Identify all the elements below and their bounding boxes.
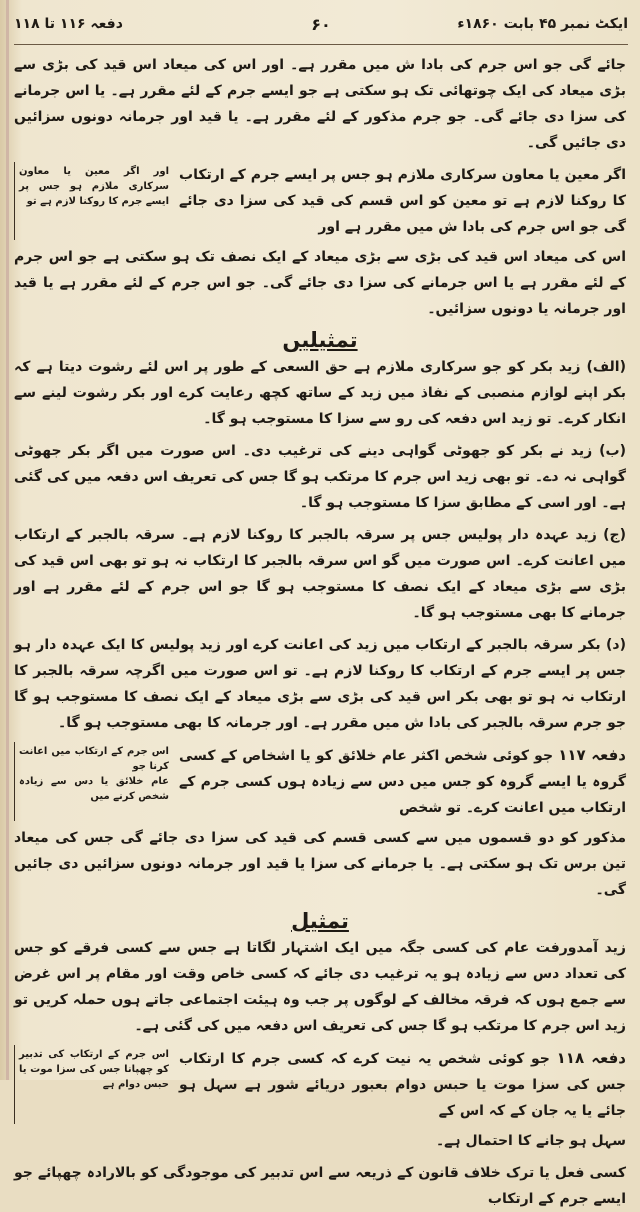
section-117-text: جو کوئی شخص اکثر عام خلائق کو یا اشخاص کے کسی گروہ یا ایسے گروہ کو جس میں دس سے زیادہ ہوں کسی جرم کے ارتکاب میں اعانت کرے۔ تو شخص [179, 748, 626, 816]
section-117-note-bottom: عام خلائق یا دس سے زیادہ شخص کرنے میں [19, 776, 169, 802]
section-117-continued: مذکور کو دو قسموں میں سے کسی قسم کی قید کی سزا دی جائے گی جس کی میعاد تین برس تک ہو سکتی ہے۔ یا جرمانے کی سزا یا قید اور جرمانہ دونوں سزائیں دی جائیں گی۔ [14, 830, 626, 898]
section-118-continued: سہل ہو جانے کا احتمال ہے۔ [435, 1133, 626, 1149]
section-117-content [179, 742, 626, 821]
section-118-marginal-note: اس جرم کے ارتکاب کی تدبیر کو چھپانا جس کی سزا موت یا حبس دوام ہے [14, 1045, 173, 1124]
margin-rule [6, 0, 9, 1080]
header-section-range: دفعہ ۱۱۶ تا ۱۱۸ [14, 16, 123, 32]
section-118-content [179, 1045, 626, 1124]
paragraph-continued: اس کی میعاد اس قید کی بڑی سے بڑی میعاد کے ایک نصف تک ہو سکتی ہے جو اس جرم کے لئے مقرر ہے یا اس جرمانے کی سزا دی جائے گی۔ جو اس جرم کے لئے مقرر ہے یا قید اور جرمانہ یا دونوں سزائیں۔ [14, 249, 626, 317]
page-body [14, 52, 627, 1207]
illustration-a: (الف) زید بکر کو جو سرکاری ملازم ہے حق السعی کے طور پر اس لئے رشوت دیتا ہے کہ بکر اپنے لوازم منصبی کے نفاذ میں زید کے ساتھ کچھ رعایت کرے اور بکر رشوت لینے سے انکار کرے۔ تو زید اس دفعہ کی رو سے سزا کا مستوجب ہو گا۔ [14, 359, 626, 427]
illustration-section-117: زید آمدورفت عام کی کسی جگہ میں ایک اشتہار لگاتا ہے جس سے کسی فرقے کو جس کی تعداد دس سے زیادہ ہو یہ ترغیب دی جائے کہ کسی خاص وقت اور مقام پر اس غرض سے جمع ہوں کہ فرقہ مخالف کے لوگوں پر جب وہ ہیئت اجتماعی جاتے ہوں حملہ کریں تو زید اس جرم کا مرتکب ہو گا جس کی تعریف اس دفعہ میں کی گئی ہے۔ [14, 940, 626, 1034]
section-117-box [14, 742, 626, 821]
illustrations-heading: تمثیلیں [282, 328, 358, 352]
section-118-box [14, 1045, 626, 1124]
page-header [14, 6, 628, 42]
header-act-number: ایکٹ نمبر ۴۵ بابت ۱۸۶۰ء [457, 16, 628, 32]
illustration-b: (ب) زید نے بکر کو جھوٹی گواہی دینے کی ترغیب دی۔ اس صورت میں اگر بکر جھوٹی گواہی نہ دے۔ تو بھی زید اس جرم کا مرتکب ہو گا جس کی تعریف اس دفعہ میں کی گئی ہے۔ اور اسی کے مطابق سزا کا مستوجب ہو گا۔ [14, 443, 626, 511]
section-117-marginal-note [14, 742, 173, 821]
section-118-label: دفعہ ۱۱۸ [556, 1049, 626, 1067]
page-number: ۶۰ [311, 14, 331, 34]
header-divider [14, 44, 628, 45]
box1-marginal-note: اور اگر معین یا معاون سرکاری ملازم ہو جس پر ایسے جرم کا روکنا لازم ہے تو [14, 162, 173, 240]
section-117-note-top: اس جرم کے ارتکاب میں اعانت کرنا جو [19, 746, 169, 772]
illustration-c: (ج) زید عہدہ دار پولیس جس پر سرقہ بالجبر کا روکنا لازم ہے۔ سرقہ بالجبر کے ارتکاب میں اعانت کرے۔ اس صورت میں گو اس سرقہ بالجبر کا ارتکاب نہ ہو تو بھی اس قید کی بڑی سے بڑی میعاد کے ایک نصف کا مستوجب ہو گا جو اس جرم کے لئے مقرر ہے اور جرمانے کا بھی مستوجب ہو گا۔ [14, 527, 626, 621]
illustration-d: (د) بکر سرقہ بالجبر کے ارتکاب میں زید کی اعانت کرے اور زید پولیس کا ایک عہدہ دار ہو جس پر ایسے جرم کے ارتکاب کا روکنا لازم ہے۔ تو اس صورت میں اگرچہ سرقہ بالجبر کا ارتکاب نہ ہو تو بھی بکر اس قید کی بڑی سے بڑی میعاد کے ایک نصف کا مستوجب ہو گا جو جرم سرقہ بالجبر کی بادا ش میں مقرر ہے۔ اور جرمانہ کا بھی مستوجب ہو گا۔ [14, 637, 626, 731]
section-118-text: جو کوئی شخص یہ نیت کرے کہ کسی جرم کا ارتکاب جس کی سزا موت یا حبس دوام بعبور دریائے شور ہے سہل ہو جائے یا یہ جان کے کہ اس کے [179, 1051, 626, 1119]
box1-text: اگر معین یا معاون سرکاری ملازم ہو جس پر ایسے جرم کے ارتکاب کا روکنا لازم ہے تو معین کو اس قسم کی قید کی سزا دی جائے گی جو اس جرم کی بادا ش میں مقرر ہے اور [179, 167, 626, 235]
section-118-final: کسی فعل یا ترک خلاف قانون کے ذریعہ سے اس تدبیر کی موجودگی کو بالارادہ چھپائے جو ایسے جرم کے ارتکاب [14, 1165, 626, 1207]
section-117-label: دفعہ ۱۱۷ [558, 746, 627, 764]
section-box-1 [14, 162, 626, 240]
illustration-heading: تمثیل [291, 909, 349, 933]
paragraph-opening: جائے گی جو اس جرم کی بادا ش میں مقرر ہے۔ اور اس کی میعاد اس قید کی بڑی سے بڑی میعاد کی ایک چوتھائی تک ہو سکتی ہے جو ایسے جرم کے لئے مقرر ہے۔ یا اس جرمانے کی سزا دی جائے گی۔ جو جرم مذکور کے لئے مقرر ہے۔ یا قید اور جرمانہ دونوں سزائیں دی جائیں گی۔ [14, 57, 626, 151]
